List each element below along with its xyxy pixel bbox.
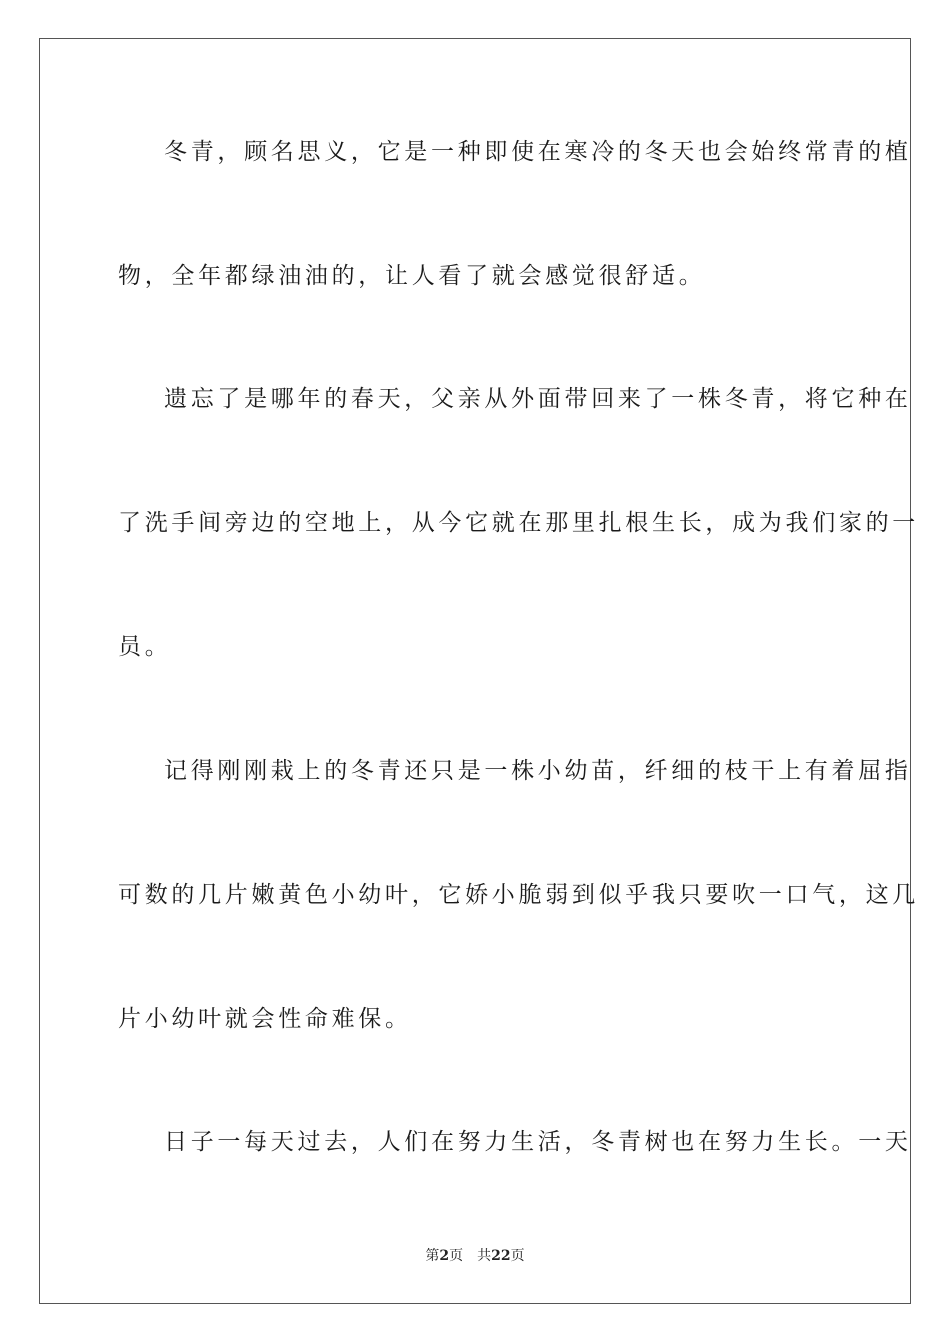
page-footer: [0, 1247, 950, 1265]
total-suffix: 页: [510, 1248, 525, 1264]
page-border: [39, 38, 919, 1304]
paragraph-2-line-2: 了洗手间旁边的空地上，从今它就在那里扎根生长，成为我们家的一: [118, 510, 919, 536]
total-prefix: 共: [477, 1248, 492, 1264]
paragraph-3-line-3: 片小幼叶就会性命难保。: [118, 1006, 412, 1032]
page-prefix: 第: [425, 1248, 440, 1264]
paragraph-2-line-1: 遗忘了是哪年的春天，父亲从外面带回来了一株冬青，将它种在: [164, 386, 912, 412]
page-number: 2: [439, 1248, 450, 1264]
paragraph-1-line-2: 物，全年都绿油油的，让人看了就会感觉很舒适。: [118, 263, 706, 289]
paragraph-4-line-1: 日子一每天过去，人们在努力生活，冬青树也在努力生长。一天: [164, 1129, 912, 1155]
paragraph-3-line-2: 可数的几片嫩黄色小幼叶，它娇小脆弱到似乎我只要吹一口气，这几: [118, 882, 919, 908]
paragraph-3-line-1: 记得刚刚栽上的冬青还只是一株小幼苗，纤细的枝干上有着屈指: [164, 758, 912, 784]
paragraph-1-line-1: 冬青，顾名思义，它是一种即使在寒冷的冬天也会始终常青的植: [164, 139, 912, 165]
paragraph-2-line-3: 员。: [118, 634, 172, 660]
total-pages: 22: [491, 1248, 511, 1264]
page-suffix: 页: [449, 1248, 464, 1264]
